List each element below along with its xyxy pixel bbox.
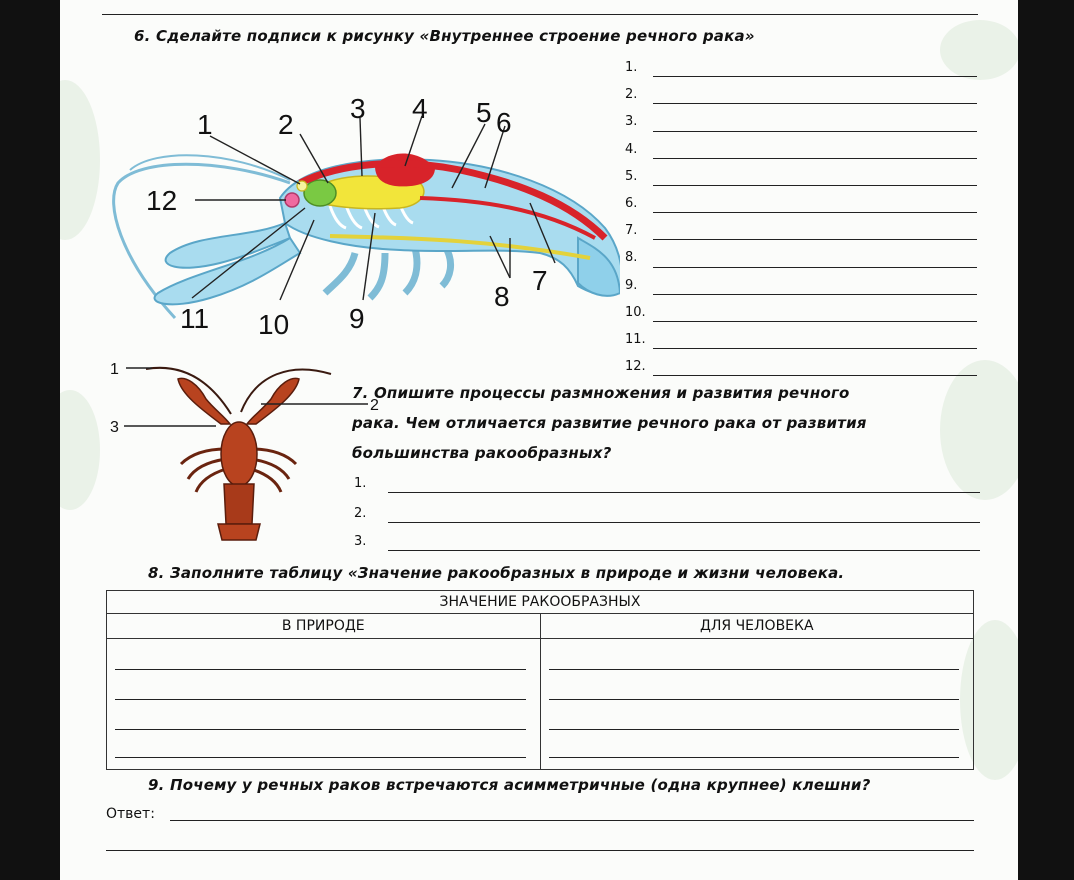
answer-line[interactable]: 12. bbox=[625, 355, 977, 382]
walking-leg bbox=[370, 253, 385, 298]
answer-line[interactable]: 6. bbox=[625, 192, 977, 219]
answer-label: Ответ: bbox=[106, 806, 155, 822]
background-decoration bbox=[60, 390, 100, 510]
crayfish-label: 3 bbox=[110, 419, 119, 436]
answer-line[interactable]: 10. bbox=[625, 301, 977, 328]
question-7-line-3: большинства ракообразных? bbox=[352, 444, 612, 462]
question-9-text: 9. Почему у речных раков встречаются асимметричные (одна крупнее) клешни? bbox=[148, 776, 871, 794]
q7-answer-line[interactable]: 3. bbox=[354, 534, 980, 554]
answer-line[interactable]: 4. bbox=[625, 138, 977, 165]
answer-line[interactable]: 5. bbox=[625, 165, 977, 192]
label-pointers bbox=[124, 368, 368, 426]
diagram-label: 3 bbox=[350, 93, 366, 124]
diagram-label: 7 bbox=[532, 265, 548, 296]
answer-line[interactable]: 7. bbox=[625, 219, 977, 246]
diagram-label: 9 bbox=[349, 303, 365, 334]
diagram-label: 1 bbox=[197, 109, 213, 140]
crayfish-label: 2 bbox=[370, 397, 379, 414]
table-title: ЗНАЧЕНИЕ РАКООБРАЗНЫХ bbox=[107, 591, 974, 614]
walking-leg bbox=[325, 253, 355, 293]
question-7-line-1: 7. Опишите процессы размножения и развития речного bbox=[352, 384, 850, 402]
answer-line[interactable]: 1. bbox=[625, 56, 977, 83]
tail-fan bbox=[218, 524, 260, 540]
table-header-human: ДЛЯ ЧЕЛОВЕКА bbox=[540, 614, 974, 639]
answer-line[interactable]: 9. bbox=[625, 274, 977, 301]
abdomen bbox=[224, 484, 254, 524]
worksheet-page bbox=[60, 0, 1018, 880]
excretory-gland bbox=[285, 193, 299, 207]
question-6-text: 6. Сделайте подписи к рисунку «Внутреннее строение речного рака» bbox=[134, 27, 755, 45]
diagram-label: 11 bbox=[180, 303, 210, 334]
diagram-label: 8 bbox=[494, 281, 510, 312]
table-cell-human[interactable] bbox=[540, 639, 974, 770]
crayfish-label: 1 bbox=[110, 361, 119, 378]
cephalothorax bbox=[221, 422, 257, 486]
diagram-label: 12 bbox=[146, 185, 178, 216]
diagram-label: 5 bbox=[476, 97, 492, 128]
answer-line[interactable]: 3. bbox=[625, 110, 977, 137]
answer-line[interactable]: 2. bbox=[625, 83, 977, 110]
walking-leg bbox=[405, 248, 417, 293]
q7-answer-line[interactable]: 1. bbox=[354, 476, 980, 496]
diagram-label: 10 bbox=[258, 309, 290, 340]
diagram-label: 6 bbox=[496, 107, 512, 138]
claw bbox=[247, 378, 299, 424]
question-7-line-2: рака. Чем отличается развитие речного рака от развития bbox=[352, 414, 867, 432]
answer-line[interactable]: 8. bbox=[625, 246, 977, 273]
walking-leg bbox=[442, 246, 451, 286]
question-8-text: 8. Заполните таблицу «Значение ракообразных в природе и жизни человека. bbox=[148, 564, 845, 582]
q6-answer-lines bbox=[625, 56, 977, 382]
diagram-label: 2 bbox=[278, 109, 294, 140]
q9-answer-line-1[interactable] bbox=[170, 820, 974, 821]
table-cell-nature[interactable] bbox=[107, 639, 541, 770]
background-decoration bbox=[60, 80, 100, 240]
crustacean-value-table bbox=[106, 590, 974, 770]
q7-answer-line[interactable]: 2. bbox=[354, 506, 980, 526]
stomach bbox=[304, 180, 336, 206]
heart bbox=[375, 153, 435, 186]
diagram-label: 4 bbox=[412, 93, 428, 124]
table-header-nature: В ПРИРОДЕ bbox=[107, 614, 541, 639]
answer-line[interactable]: 11. bbox=[625, 328, 977, 355]
q9-answer-line-2[interactable] bbox=[106, 850, 974, 851]
crayfish-internal-structure-diagram bbox=[100, 88, 620, 348]
top-divider bbox=[102, 14, 978, 15]
